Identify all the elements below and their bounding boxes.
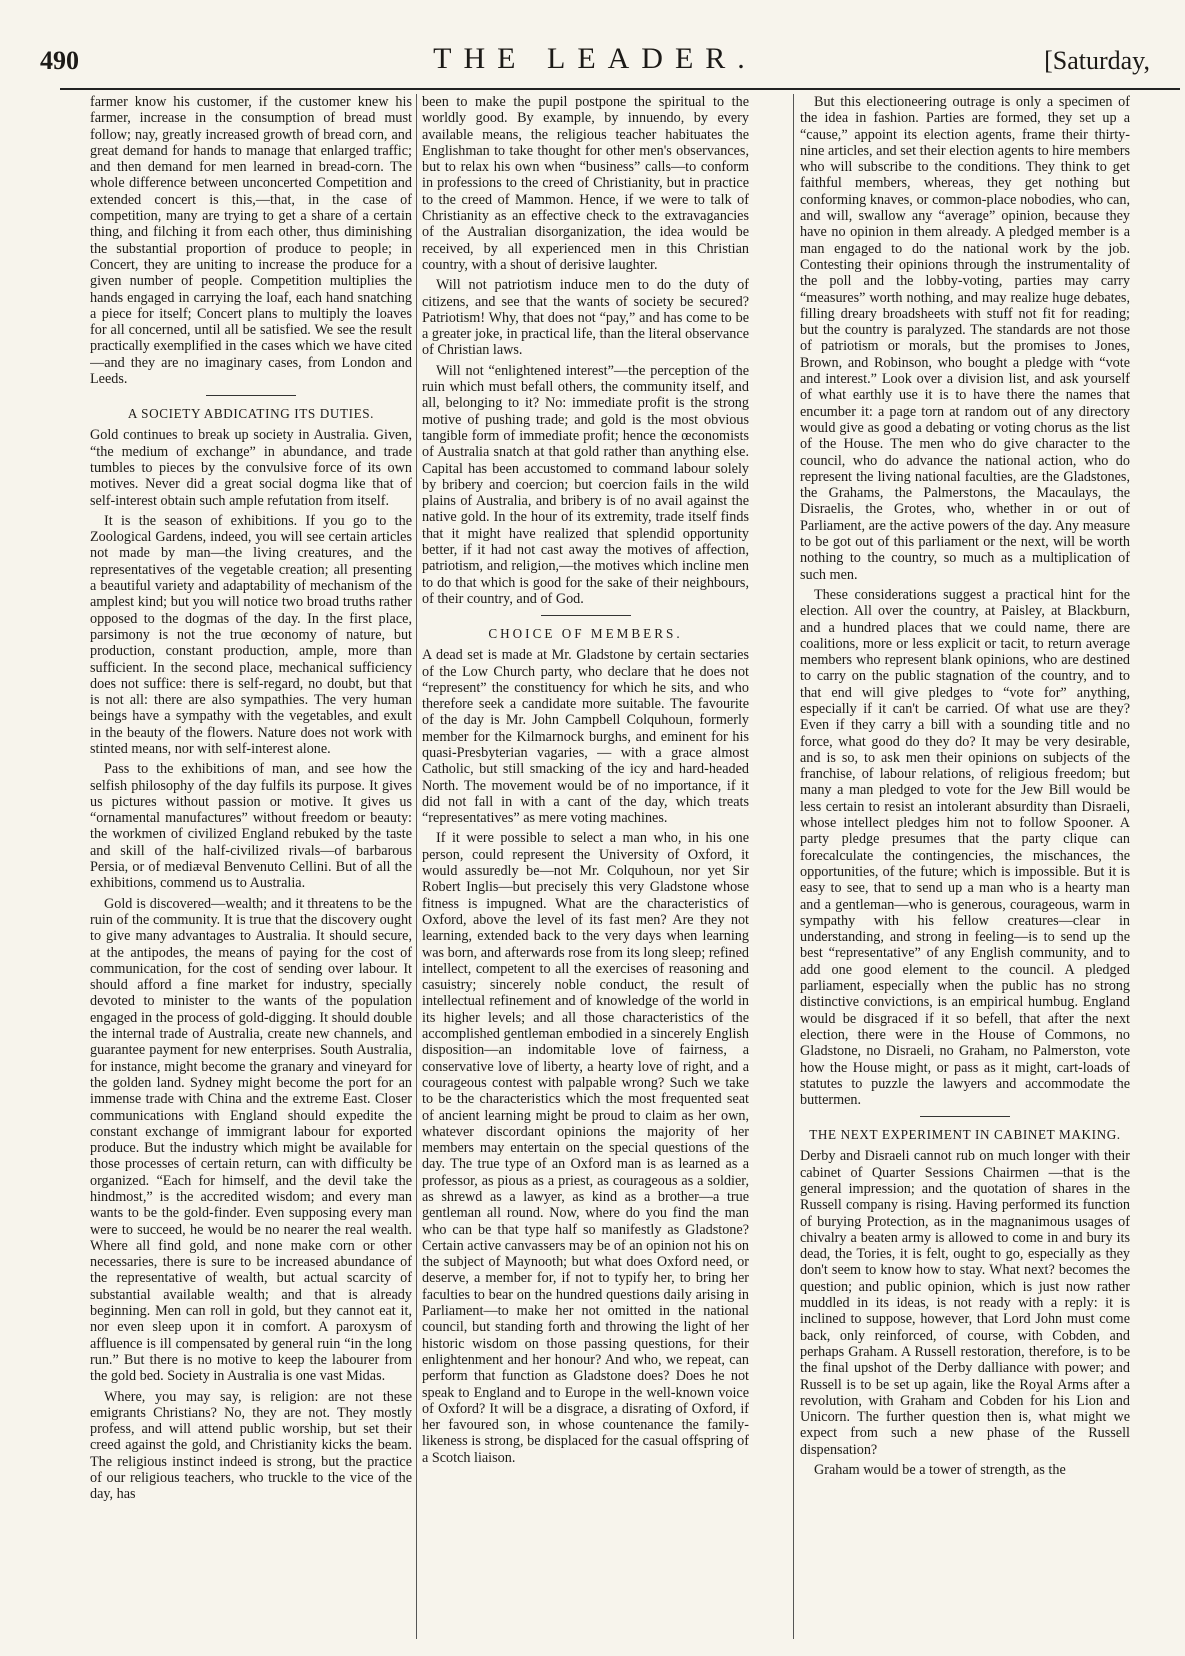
column-3 (800, 94, 1130, 1639)
section-rule (541, 615, 631, 616)
article-continuation: farmer know his customer, if the customer knew his farmer, increase in the consumption of bread must follow; nay, greatly increased growth of bread corn, and great demand for hands to manage that enlarged traffic; and then demand for men learned in bread-corn. The whole difference between unconcerted Competition and extended concert is this,—that, in the case of competition, many are trying to get a share of a certain thing, and filching it from each other, thus diminishing the substantial proportion of produce to people; in Concert, they are uniting to increase the produce for a given number of people. Competition multiplies the hands engaged in carrying the loaf, each hand snatching a piece for itself; Concert plans to multiply the loaves for all concerned, until all be satisfied. We see the result practically exemplified in the cases which we have cited—and they are no imaginary cases, from London and Leeds. (90, 94, 412, 388)
paragraph: Graham would be a tower of strength, as the (814, 1462, 1066, 1479)
paragraph: been to make the pupil postpone the spiritual to the worldly good. By example, by innuendo, by every available means, the religious teacher habituates the Englishman to take thought for other men's observances, but to relax his own when “business” calls—to conform in professions to the creed of Christianity, but in practice to the creed of Mammon. Hence, if we were to talk of Christianity as an effective check to the extravagancies of the Australian disorganization, the idea would be received, by all experienced men in this Christian country, with a shout of derisive laughter. (422, 94, 749, 273)
article-heading: CHOICE OF MEMBERS. (488, 626, 683, 642)
section-rule (206, 395, 296, 396)
paragraph: Derby and Disraeli cannot rub on much longer with their cabinet of Quarter Sessions Chairmen —that is the general impression; and the quotation of shares in the Russell company is rising. Having performed its function of burying Protection, as in the magnanimous usages of chivalry a beaten army is allowed to come in and bury its dead, the Tories, it is felt, ought to go, especially as they don't seem to know how to stay. What next? becomes the question; and public opinion, which is just now rather muddled in its ideas, is not ready with a reply: it is inclined to suppose, however, that Lord John must come back, only reinforced, of course, with Cobden, and perhaps Graham. A Russell restoration, therefore, is to be the final upshot of the Derby dalliance with power; and Russell is to be set up again, like the Royal Arms after a revolution, with Graham and Cobden for his Lion and Unicorn. The further question then is, what might we expect from such a new phase of the Russell dispensation? (800, 1148, 1130, 1458)
column-2 (422, 94, 749, 1639)
paragraph: Gold is discovered—wealth; and it threatens to be the ruin of the community. It is true that the discovery ought to give many advantages to Australia. It should secure, at the antipodes, the means of paying for the cost of communication, for the cost of sending over labour. It should afford a fine market for industry, specially devoted to minister to the wants of the population engaged in the process of gold-digging. It should double the internal trade of Australia, create new channels, and guarantee payment for new enterprises. South Australia, for instance, might become the granary and vineyard for the golden land. Sydney might become the port for an immense trade with China and the extreme East. Closer communications with England should expedite the constant exchange of immigrant labour for exported produce. But the industry which might be available for those processes of certain return, can with difficulty be organized. “Each for himself, and the devil take the hindmost,” is the accredited wisdom; and every man wants to be the gold-finder. Even supposing every man were to succeed, he would be no nearer the real wealth. Where all find gold, and none make corn or other necessaries, there is sure to be increased abundance of the representative of wealth, but actual scarcity of substantial available wealth; and that is already beginning. Men can roll in gold, but they cannot eat it, nor even sleep upon it in comfort. A paroxysm of affluence is ill compensated by general ruin “in the long run.” But there is no motive to keep the labourer from the gold bed. Society in Australia is one vast Midas. (90, 895, 412, 1385)
paragraph: A dead set is made at Mr. Gladstone by certain sectaries of the Low Church party, who declare that he does not “represent” the constituency for which he sits, and who therefore seek a candidate more suitable. The favourite of the day is Mr. John Campbell Colquhoun, formerly member for the Kilmarnock burghs, and eminent for his quasi-Presbyterian vagaries, — with a grace almost Catholic, but still smacking of the icy and hard-headed North. The movement would be of no importance, if it did not fall in with a cant of the day, which treats “representatives” as mere voting machines. (422, 647, 749, 827)
paragraph: Where, you may say, is religion: are not these emigrants Christians? No, they are not. They mostly profess, and will attend public worship, but set their creed against the gold, and Christianity kicks the beam. The religious instinct indeed is strong, but the practice of our religious teachers, who truckle to the vice of the day, has (90, 1388, 412, 1503)
paragraph: Will not patriotism induce men to do the duty of citizens, and see that the wants of society be secured? Patriotism! Why, that does not “pay,” and has come to be a greater joke, in practical life, than the literal observance of Christian laws. (422, 277, 749, 359)
paragraph: But this electioneering outrage is only a specimen of the idea in fashion. Parties are formed, they set up a “cause,” appoint its election agents, frame their thirty-nine articles, and set their election agents to hire members who will subscribe to the conditions. They think to get faithful members, whereas, they get nothing but conforming knaves, or common-place nobodies, who can, and will, swallow any “average” opinion, because they have no opinion in them already. A pledged member is a man engaged to do the national work by the job. Contesting their opinions through the instrumentality of the poll and the lobby-voting, parties may carry “measures” worth nothing, and may realize huge debates, filling dreary broadsheets with stuff not fit for reading; but the country is paralyzed. The standards are not those of patriotism or morals, but the promises to Jones, Brown, and Robinson, who bought a pledge with “vote and interest.” Look over a division list, and ask yourself of what earthly use it is to have there the names that encumber it: a page torn at random out of any directory would give as good a debating or voting chorus as the list of the House. The men who do give character to the council, who do advance the national action, who do represent the living national faculties, are the Gladstones, the Grahams, the Palmerstons, the Macaulays, the Disraelis, the Grotes, who, whether in or out of Parliament, are the active powers of the day. Any measure to be got out of this parliament or the next, will be worth nothing to the country, so much as a multiplication of such men. (800, 94, 1130, 583)
section-rule (920, 1116, 1010, 1117)
newspaper-title: THE LEADER. (433, 42, 757, 75)
paragraph: Pass to the exhibitions of man, and see how the selfish philosophy of the day fulfils its purpose. It gives us pictures without passion or motive. It gives us “ornamental manufactures” without freedom or beauty: the workmen of civilized England rebuked by the taste and skill of the half-civilized rivals—of barbarous Persia, or of mediæval Benvenuto Cellini. But of all the exhibitions, commend us to Australia. (90, 761, 412, 892)
column-1 (90, 94, 412, 1639)
paragraph: Gold continues to break up society in Australia. Given, “the medium of exchange” in abundance, and trade tumbles to pieces by the convulsive force of its own motives. Never did a great social dogma like that of self-interest obtain such ample refutation from itself. (90, 427, 412, 509)
article-heading: A SOCIETY ABDICATING ITS DUTIES. (127, 406, 375, 422)
paragraph: It is the season of exhibitions. If you go to the Zoological Gardens, indeed, you will see certain articles not made by man—the living creatures, and the representatives of the vegetable creation; all presenting a beautiful variety and adaptability of mechanism of the amplest kind; but you will notice two broad truths rather opposed to the dogmas of the day. In the first place, parsimony is not the true œconomy of nature, but production, constant production, ample, more than sufficient. In the second place, mechanical sufficiency does not suffice: there is self-regard, no doubt, but that is not all: there are also sympathies. The very human beings have a sympathy with the vegetables, and exult in the beauty of the flowers. Nature does not work with stinted means, nor with self-interest alone. (90, 512, 412, 757)
header-rule (60, 88, 1180, 90)
paragraph: If it were possible to select a man who, in his one person, could represent the University of Oxford, it would assuredly be—not Mr. Colquhoun, nor yet Sir Robert Inglis—but precisely this very Gladstone whose fitness is impugned. What are the characteristics of Oxford, above the level of its fast men? Are they not learning, extended back to the very days when learning was born, and afterwards rose from its long sleep; refined intellect, competent to all the exercises of reasoning and casuistry; sincerely noble conduct, the result of intellectual refinement and of knowledge of the world in its higher levels; and all those characteristics of the accomplished gentleman embodied in a sincerely English disposition—an indomitable love of fairness, a conservative love of liberty, a hearty love of right, and a courageous contest with palpable wrong? Such we take to be the characteristics which the most frequented seat of ancient learning might be proud to claim as her own, whatever discordant opinions the majority of her members may entertain on the special questions of the day. The true type of an Oxford man is as learned as a professor, as pious as a priest, as courageous as a soldier, as shrewd as a lawyer, as kind as a brother—a true gentleman all round. Now, where do you find the man who can be that type half so manifestly as Gladstone? Certain active canvassers may be of an opinion not his on the subject of Maynooth; but what does Oxford need, or deserve, a member for, if not to typify her, to bring her faculties to bear on the hundred questions daily arising in Parliament—to make her not omitted in the national council, but standing forth and throwing the light of her historic wisdom on those passing questions, for their enlightenment and her honour? And who, we repeat, can perform that function as Gladstone does? Does he not speak to England and to Europe in the well-known voice of Oxford? It will be a disgrace, a disrating of Oxford, if her favoured son, in whose countenance the family-likeness is strong, be displaced for the casual offspring of a Scotch liaison. (422, 830, 749, 1466)
paragraph: These considerations suggest a practical hint for the election. All over the country, at Paisley, at Blackburn, and a hundred places that we could name, there are coalitions, more or less explicit or tacit, to return average members who represent blank opinions, who are destined to carry on the public stagnation of the country, and to that end will give pledges to “vote for” anything, especially if it can't be carried. Of what use are they? Even if they carry a bill with a sounding title and no force, what good do they do? It may be very desirable, and is so, to ask men their opinions on subjects of the franchise, of labour relations, of religious freedom; but many a man pledged to vote for the Jew Bill would be less certain to resist an intolerant absurdity than Disraeli, whose intellect pledges him not to follow Spooner. A party pledge presumes that the party clique can forecalculate the contingencies, the mischances, the opportunities, of the future; which is impossible. But it is easy to see, that to send up a man who is a hearty man and a gentleman—who is generous, courageous, warm in sympathy with his fellow creatures—clear in understanding, and strong in feeling—is to send up the best “representative” of any English community, and to add one good element to the council. A pledged parliament, especially when the public has no strong distinctive convictions, is an empirical humbug. England would be disgraced if it so befell, that after the next election, there were in the House of Commons, no Gladstone, no Disraeli, no Graham, no Palmerston, vote how the House might, or pass as it might, cart-loads of statutes to puzzle the lawyers and accommodate the buttermen. (800, 586, 1130, 1109)
issue-day: [Saturday, (1044, 46, 1150, 75)
column-divider (416, 94, 417, 1639)
paragraph: Will not “enlightened interest”—the perception of the ruin which must befall others, the community itself, and all, belonging to it? No: immediate profit is the strong motive of pushing trade; and gold is the most obvious tangible form of immediate profit; hence the œconomists of Australia snatch at that gold rather than anything else. Capital has been accustomed to command labour solely by bribery and coercion; but coercion fails in the wild plains of Australia, and bribery is of no avail against the native gold. In the hour of its extremity, trade itself finds that it might have realized that splendid opportunity better, if it had not cast away the motives of affection, patriotism, and religion,—the motives which incline men to do that which is good for the sake of their neighbours, of their country, and of God. (422, 362, 749, 607)
masthead (40, 40, 1150, 80)
article-heading: THE NEXT EXPERIMENT IN CABINET MAKING. (809, 1127, 1121, 1143)
page-number: 490 (40, 46, 79, 75)
column-divider (793, 94, 794, 1639)
